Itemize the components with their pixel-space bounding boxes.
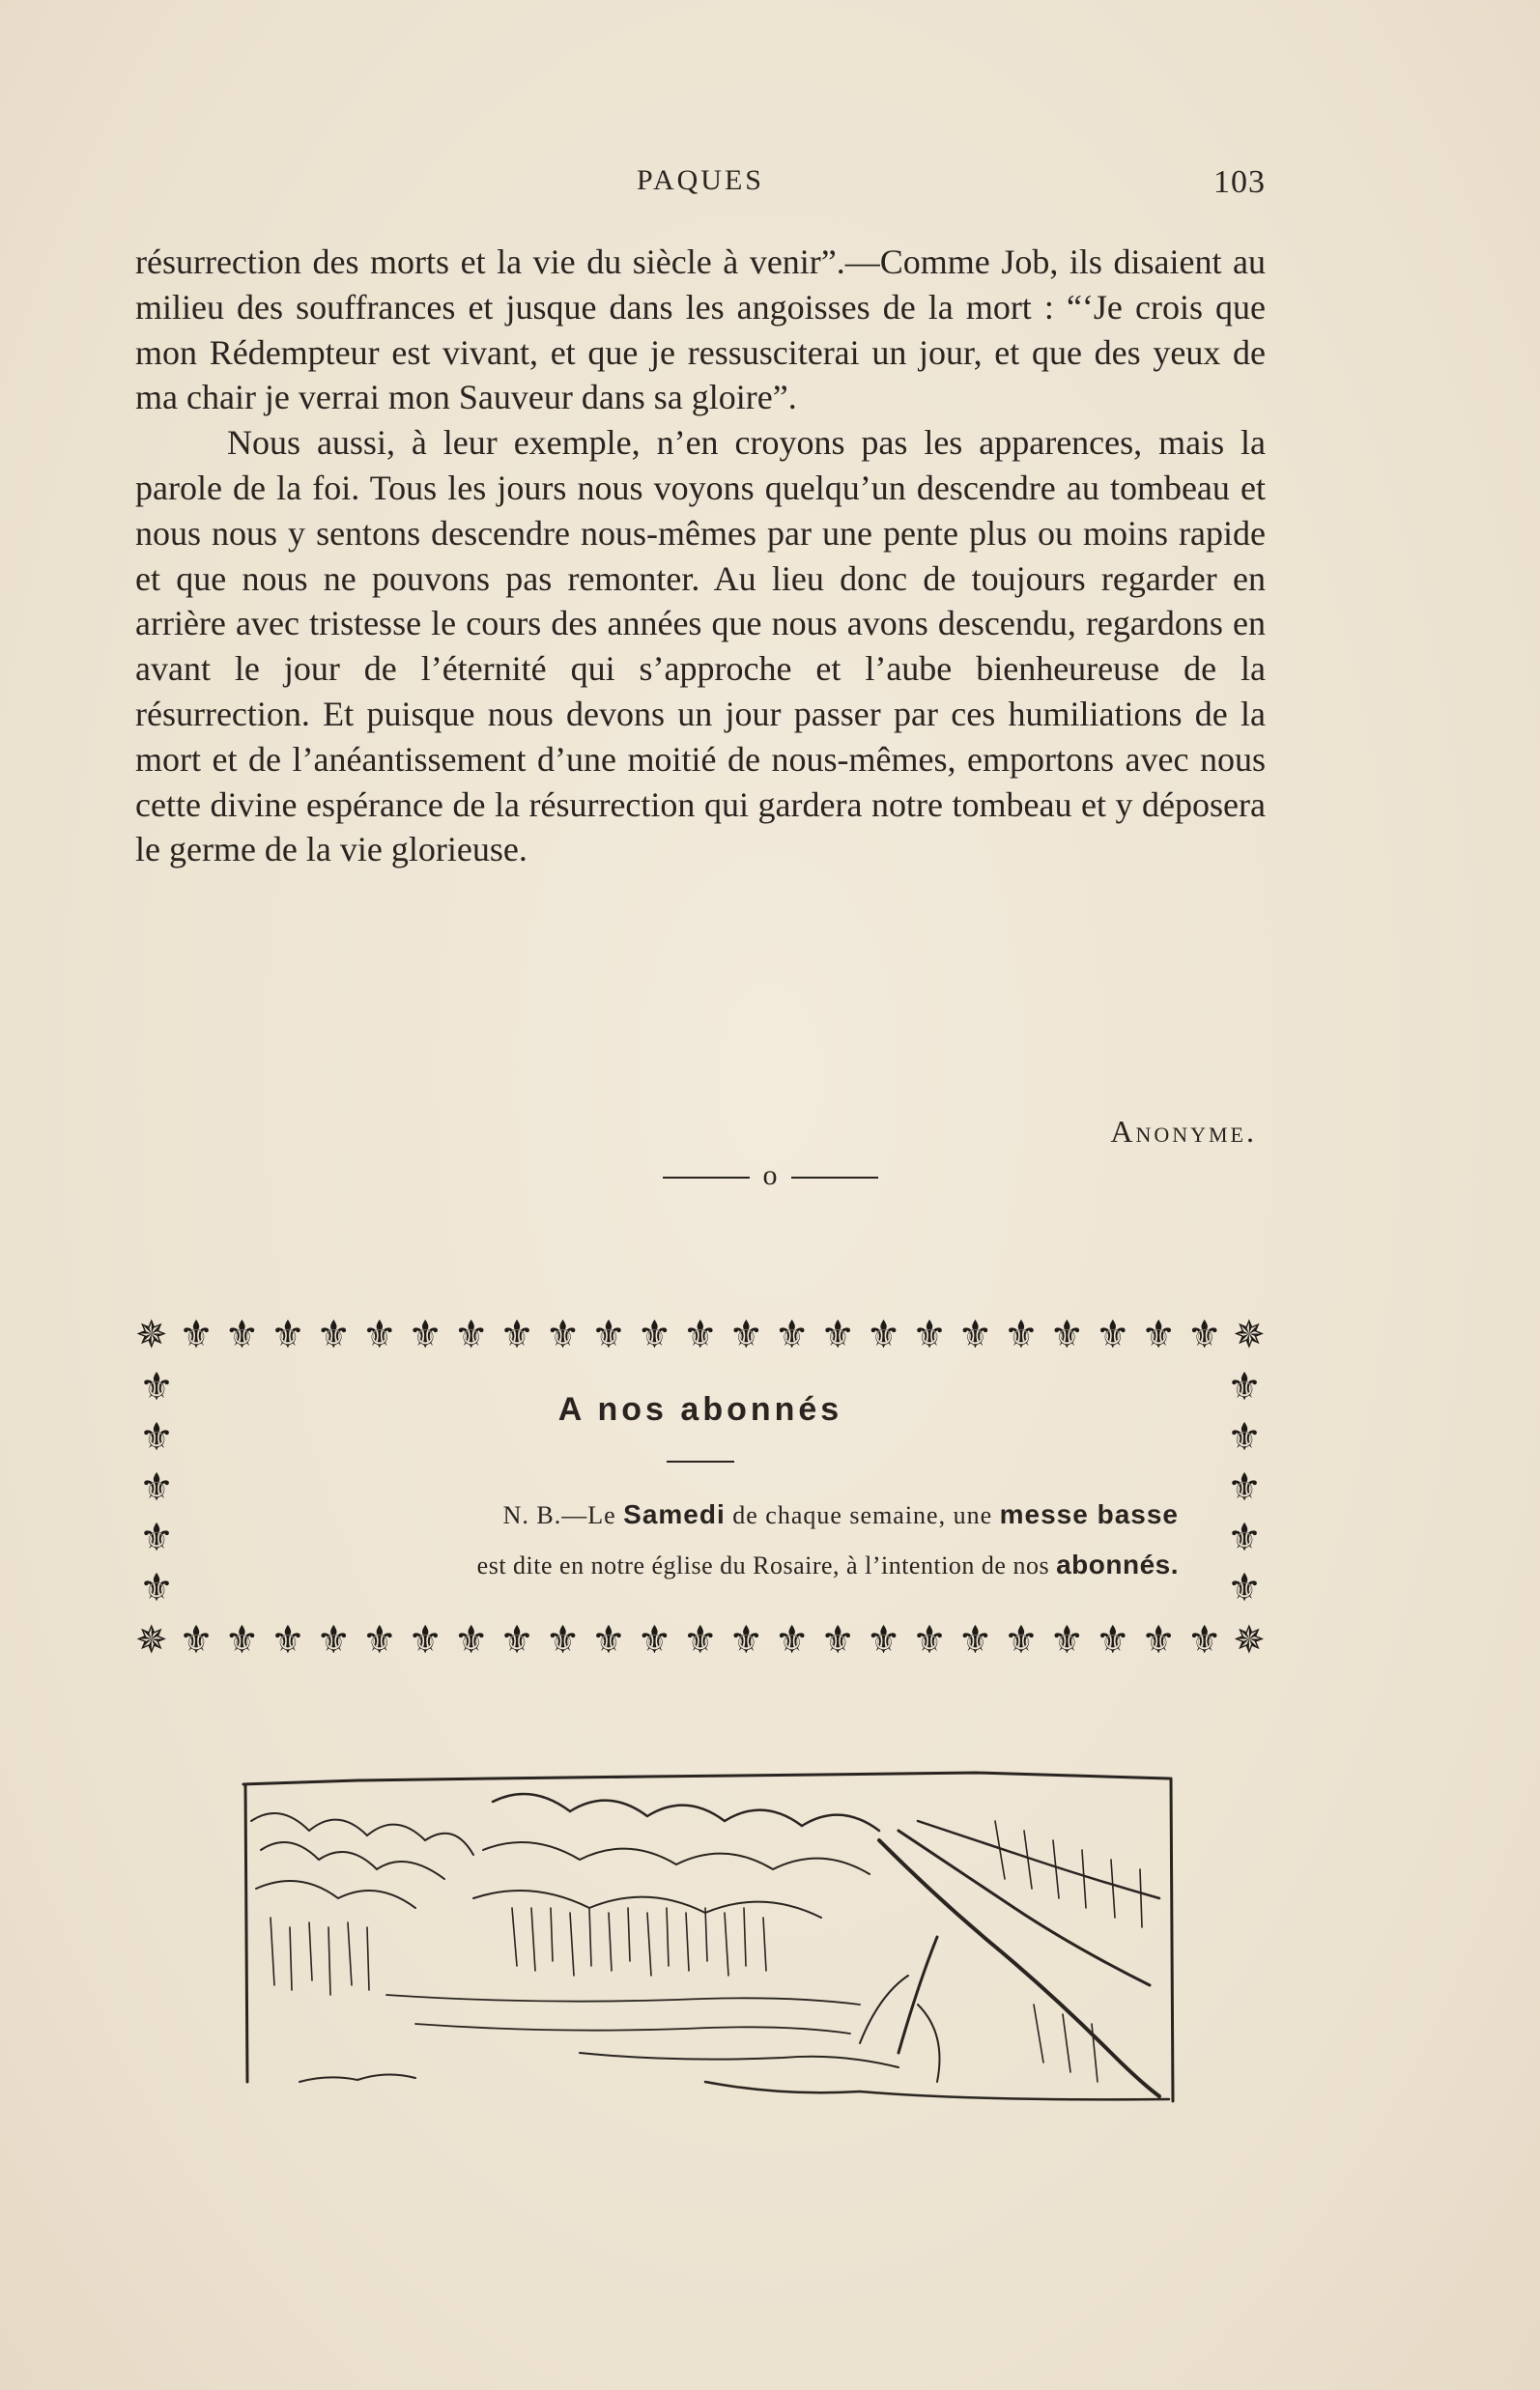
fleur-de-lis-icon: ⚜ bbox=[1227, 1415, 1262, 1459]
fleur-de-lis-icon: ⚜ bbox=[1227, 1566, 1262, 1609]
fleur-de-lis-icon: ⚜ bbox=[361, 1618, 397, 1662]
fleur-de-lis-icon: ⚜ bbox=[408, 1618, 443, 1662]
separator bbox=[0, 1159, 1540, 1192]
fleur-de-lis-icon: ⚜ bbox=[912, 1618, 947, 1662]
fleur-de-lis-icon: ⚜ bbox=[591, 1618, 626, 1662]
page-header bbox=[135, 164, 1266, 213]
fleur-de-lis-icon: ⚜ bbox=[499, 1313, 535, 1356]
running-title: PAQUES bbox=[637, 164, 764, 196]
notice-line2-bold: abonnés. bbox=[1056, 1550, 1179, 1579]
fleur-de-lis-icon: ⚜ bbox=[316, 1313, 352, 1356]
fleur-de-lis-icon: ⚜ bbox=[408, 1313, 443, 1356]
fleur-de-lis-icon: ⚜ bbox=[1095, 1313, 1130, 1356]
notice-line-1 bbox=[222, 1499, 1179, 1530]
notice-line1-bold2: messe basse bbox=[999, 1499, 1179, 1529]
fleur-de-lis-icon: ⚜ bbox=[545, 1618, 581, 1662]
notice-border-bottom bbox=[135, 1619, 1266, 1662]
fleur-de-lis-icon: ⚜ bbox=[1003, 1313, 1039, 1356]
fleur-de-lis-icon: ⚜ bbox=[682, 1313, 718, 1356]
notice-border-top bbox=[135, 1314, 1266, 1356]
fleur-de-lis-icon: ⚜ bbox=[1227, 1516, 1262, 1559]
fleur-de-lis-icon: ⚜ bbox=[139, 1365, 174, 1408]
fleur-de-lis-icon: ⚜ bbox=[453, 1618, 489, 1662]
fleur-de-lis-icon: ⚜ bbox=[1141, 1313, 1177, 1356]
fleur-de-lis-icon: ⚜ bbox=[316, 1618, 352, 1662]
fleur-de-lis-icon: ⚜ bbox=[1095, 1618, 1130, 1662]
fleur-de-lis-icon: ⚜ bbox=[957, 1618, 993, 1662]
fleur-de-lis-icon: ⚜ bbox=[499, 1618, 535, 1662]
signature: Anonyme. bbox=[1110, 1114, 1257, 1149]
fleur-de-lis-icon: ⚜ bbox=[179, 1618, 214, 1662]
notice-title: A nos abonnés bbox=[557, 1391, 843, 1428]
fleur-de-lis-icon: ⚜ bbox=[820, 1313, 856, 1356]
fleur-de-lis-icon: ⚜ bbox=[591, 1313, 626, 1356]
fleur-de-lis-icon: ⚜ bbox=[1227, 1465, 1262, 1509]
fleur-de-lis-icon: ⚜ bbox=[270, 1313, 305, 1356]
fleur-de-lis-icon: ⚜ bbox=[270, 1618, 305, 1662]
notice-line-2 bbox=[213, 1550, 1179, 1580]
fleur-de-lis-icon: ⚜ bbox=[682, 1618, 718, 1662]
fleur-de-lis-icon: ⚜ bbox=[179, 1313, 214, 1356]
separator-rule-left bbox=[663, 1177, 750, 1179]
separator-glyph: o bbox=[762, 1159, 778, 1191]
fleur-de-lis-icon: ⚜ bbox=[637, 1313, 672, 1356]
fleur-de-lis-icon: ⚜ bbox=[774, 1618, 810, 1662]
fleur-de-lis-icon: ⚜ bbox=[224, 1618, 260, 1662]
notice-line2-text: est dite en notre église du Rosaire, à l’intention de nos bbox=[476, 1551, 1050, 1579]
fleur-de-lis-icon: ⚜ bbox=[545, 1313, 581, 1356]
subscribers-notice bbox=[135, 1314, 1266, 1662]
fleur-de-lis-icon: ⚜ bbox=[1186, 1618, 1222, 1662]
corner-ornament-icon: ✵ bbox=[135, 1618, 168, 1662]
fleur-de-lis-icon: ⚜ bbox=[139, 1465, 174, 1509]
corner-ornament-icon: ✵ bbox=[1233, 1618, 1266, 1662]
corner-ornament-icon: ✵ bbox=[1233, 1313, 1266, 1356]
notice-line1-bold1: Samedi bbox=[623, 1499, 726, 1529]
notice-rule bbox=[667, 1461, 734, 1463]
fleur-de-lis-icon: ⚜ bbox=[774, 1313, 810, 1356]
fleur-de-lis-icon: ⚜ bbox=[139, 1415, 174, 1459]
article-body bbox=[135, 240, 1266, 872]
page-number: 103 bbox=[1213, 164, 1266, 200]
fleur-de-lis-icon: ⚜ bbox=[820, 1618, 856, 1662]
fleur-de-lis-icon: ⚜ bbox=[957, 1313, 993, 1356]
fleur-de-lis-icon: ⚜ bbox=[139, 1516, 174, 1559]
fleur-de-lis-icon: ⚜ bbox=[866, 1618, 901, 1662]
fleur-de-lis-icon: ⚜ bbox=[728, 1313, 764, 1356]
separator-rule-right bbox=[791, 1177, 878, 1179]
fleur-de-lis-icon: ⚜ bbox=[1186, 1313, 1222, 1356]
fleur-de-lis-icon: ⚜ bbox=[453, 1313, 489, 1356]
notice-line1-mid: de chaque semaine, une bbox=[732, 1501, 993, 1529]
fleur-de-lis-icon: ⚜ bbox=[1049, 1313, 1085, 1356]
fleur-de-lis-icon: ⚜ bbox=[912, 1313, 947, 1356]
fleur-de-lis-icon: ⚜ bbox=[637, 1618, 672, 1662]
fleur-de-lis-icon: ⚜ bbox=[1049, 1618, 1085, 1662]
paragraph-2: Nous aussi, à leur exemple, n’en croyons pas les apparences, mais la parole de la foi. Tous les jours nous voyons quelqu’un descendre au tombeau et nous nous y sentons descendre nous-mêmes par une pente plus ou moins rapide et que nous ne pouvons pas remonter. Au lieu donc de toujours regarder en arrière avec tristesse le cours des années que nous avons descendu, regardons en avant le jour de l’éternité qui s’approche et l’aube bienheureuse de la résurrection. Et puisque nous devons un jour passer par ces humiliations de la mort et de l’anéantissement d’une moitié de nous-mêmes, emportons avec nous cette divine espérance de la résurrection qui gardera notre tombeau et y déposera le germe de la vie glorieuse. bbox=[135, 423, 1266, 869]
landscape-engraving bbox=[242, 1763, 1179, 2130]
fleur-de-lis-icon: ⚜ bbox=[361, 1313, 397, 1356]
paragraph-1: résurrection des morts et la vie du siècle à venir”.—Comme Job, ils disaient au milieu des souffrances et jusque dans les angoisses de la mort : “‘Je crois que mon Rédempteur est vivant, et que je ressusciterai un jour, et que des yeux de ma chair je verrai mon Sauveur dans sa gloire”. bbox=[135, 242, 1266, 417]
fleur-de-lis-icon: ⚜ bbox=[1141, 1618, 1177, 1662]
notice-line1-prefix: N. B.—Le bbox=[502, 1501, 616, 1529]
corner-ornament-icon: ✵ bbox=[135, 1313, 168, 1356]
fleur-de-lis-icon: ⚜ bbox=[1003, 1618, 1039, 1662]
fleur-de-lis-icon: ⚜ bbox=[139, 1566, 174, 1609]
fleur-de-lis-icon: ⚜ bbox=[1227, 1365, 1262, 1408]
fleur-de-lis-icon: ⚜ bbox=[728, 1618, 764, 1662]
fleur-de-lis-icon: ⚜ bbox=[866, 1313, 901, 1356]
fleur-de-lis-icon: ⚜ bbox=[224, 1313, 260, 1356]
